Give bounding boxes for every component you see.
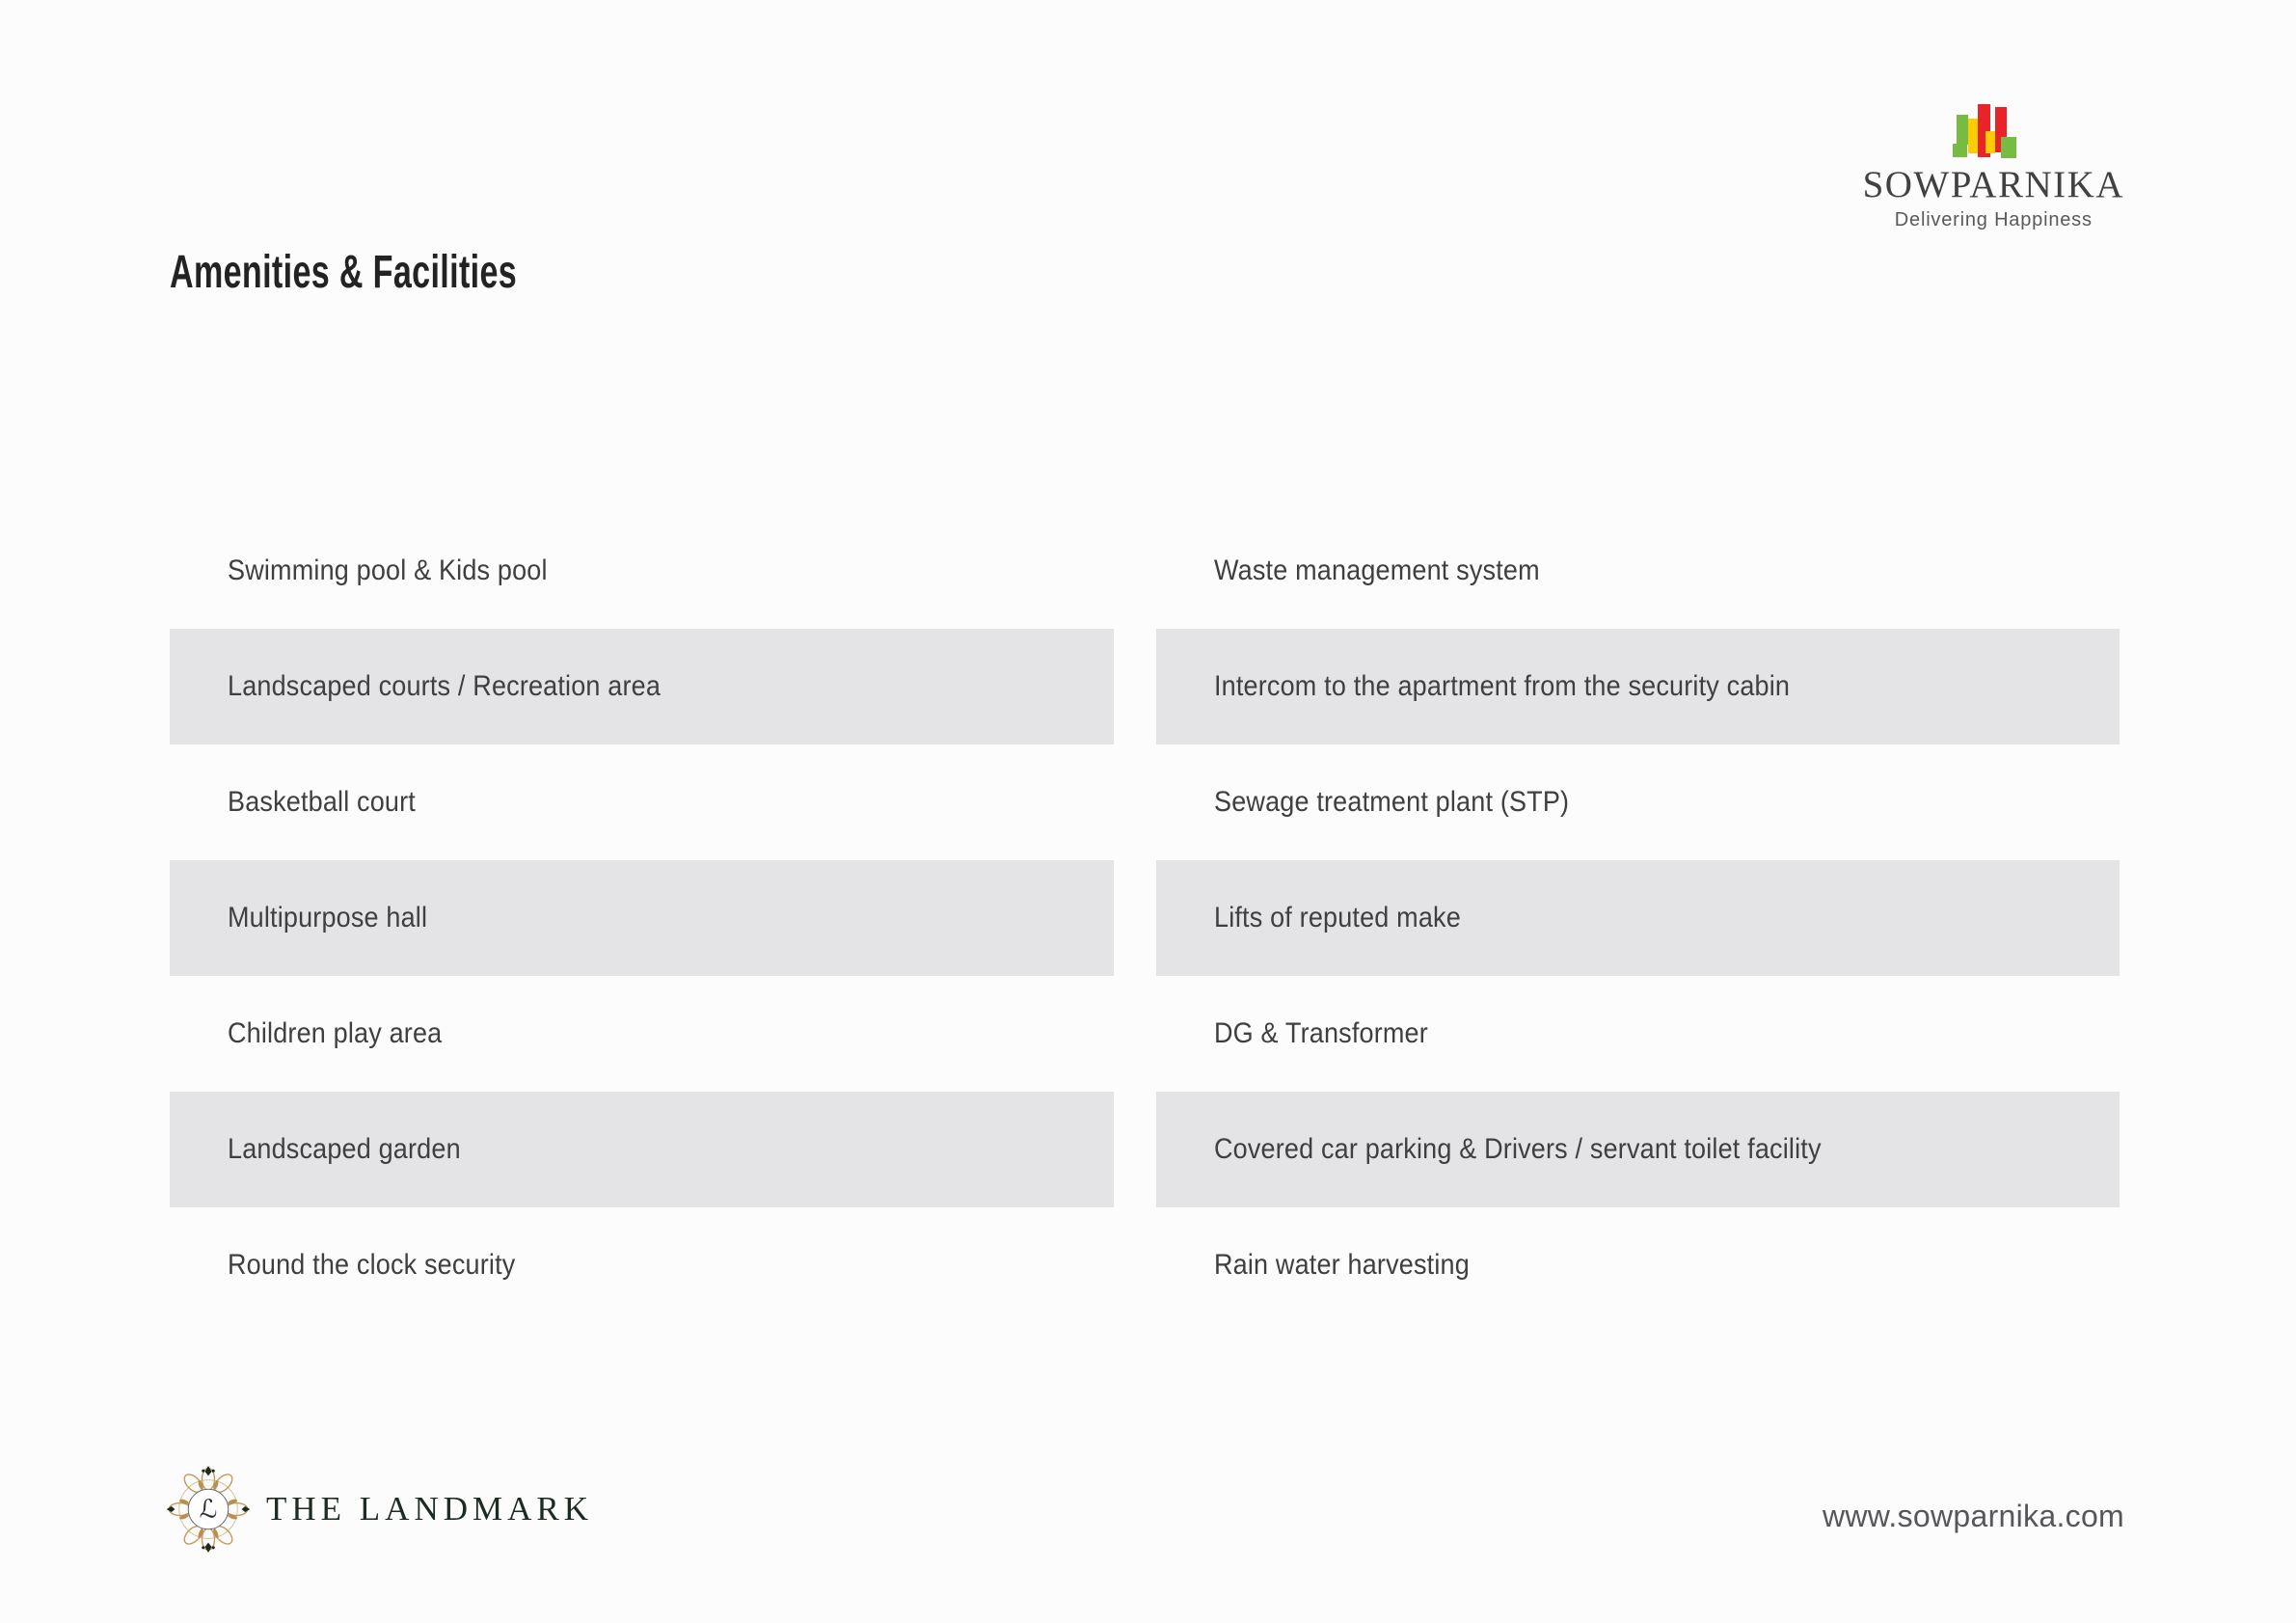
amenity-row: [1156, 1207, 2120, 1323]
amenity-row: [170, 513, 1114, 629]
amenity-row: [1156, 976, 2120, 1092]
amenity-label: Rain water harvesting: [1214, 1249, 1470, 1281]
brand-name: SOWPARNIKA: [1862, 164, 2124, 205]
sowparnika-brand-logo: [1863, 102, 2124, 231]
landmark-monogram: ℒ: [199, 1495, 218, 1525]
amenity-label: Landscaped courts / Recreation area: [228, 670, 662, 702]
project-name: THE LANDMARK: [266, 1490, 594, 1528]
amenity-label: Landscaped garden: [228, 1133, 461, 1165]
amenity-label: Covered car parking & Drivers / servant toilet facility: [1214, 1133, 1822, 1165]
amenity-row: [170, 629, 1114, 744]
amenities-column-left: [170, 513, 1114, 1323]
website-url: www.sowparnika.com: [1822, 1499, 2124, 1533]
amenity-label: Children play area: [228, 1017, 443, 1049]
landmark-emblem-icon: [166, 1466, 251, 1553]
amenity-label: Waste management system: [1214, 555, 1540, 586]
amenity-row: [170, 1207, 1114, 1323]
amenity-label: DG & Transformer: [1214, 1017, 1428, 1049]
amenity-row: [1156, 629, 2120, 744]
amenity-label: Round the clock security: [228, 1249, 516, 1281]
amenity-row: [1156, 1092, 2120, 1207]
amenity-row: [170, 976, 1114, 1092]
amenity-label: Multipurpose hall: [228, 902, 428, 933]
amenity-label: Swimming pool & Kids pool: [228, 555, 548, 586]
amenity-row: [1156, 744, 2120, 860]
amenity-label: Sewage treatment plant (STP): [1214, 786, 1570, 818]
amenity-row: [170, 1092, 1114, 1207]
amenity-row: [170, 860, 1114, 976]
building-bars-icon: [1953, 102, 2016, 158]
brand-tagline: Delivering Happiness: [1894, 208, 2093, 230]
page-title: Amenities & Facilities: [170, 247, 518, 298]
amenity-label: Lifts of reputed make: [1214, 902, 1461, 933]
landmark-project-logo: [166, 1466, 593, 1553]
amenity-row: [1156, 513, 2120, 629]
amenity-row: [1156, 860, 2120, 976]
amenity-label: Intercom to the apartment from the security cabin: [1214, 670, 1791, 702]
amenity-row: [170, 744, 1114, 860]
amenities-column-right: [1156, 513, 2120, 1323]
amenity-label: Basketball court: [228, 786, 416, 818]
